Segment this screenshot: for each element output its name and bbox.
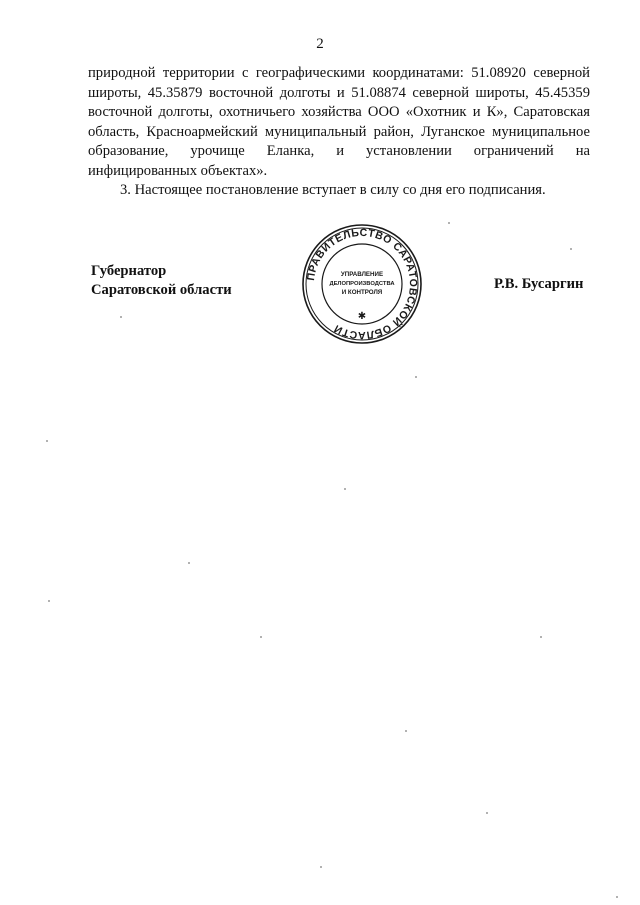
scan-speck xyxy=(120,316,122,318)
scan-speck xyxy=(48,600,50,602)
seal-star-icon: ✱ xyxy=(357,311,367,322)
scan-speck xyxy=(405,730,407,732)
signatory-title xyxy=(91,262,232,300)
page-number: 2 xyxy=(316,36,324,52)
scan-speck xyxy=(540,636,542,638)
scan-speck xyxy=(344,488,346,490)
signatory-title-line-1: Губернатор xyxy=(91,263,167,279)
scan-speck xyxy=(188,562,190,564)
seal-center-line-2: ДЕЛОПРОИЗВОДСТВА xyxy=(329,281,395,287)
scan-speck xyxy=(448,222,450,224)
signatory-name: Р.В. Бусаргин xyxy=(494,276,584,292)
scan-speck xyxy=(616,896,618,898)
body-paragraph-1: природной территории с географическими координатами: 51.08920 северной широты, 45.35879 восточной долготы и 51.08874 северной широты, 45.45359 восточной долготы, охотничьего хозяйства ООО «Охотник и К», Саратовская область, Красноармейский муниципальный район, Луганское муниципальное образование, урочище Еланка, и установлении ограничений на инфицированных объектах». xyxy=(88,65,590,179)
scan-speck xyxy=(46,440,48,442)
document-body xyxy=(88,64,590,201)
seal-ring-text: ПРАВИТЕЛЬСТВО САРАТОВСКОЙ ОБЛАСТИ xyxy=(305,226,420,342)
body-paragraph-2: 3. Настоящее постановление вступает в силу со дня его подписания. xyxy=(120,182,546,198)
scan-speck xyxy=(260,636,262,638)
official-seal-stamp xyxy=(300,222,424,346)
seal-center-line-3: И КОНТРОЛЯ xyxy=(341,289,383,296)
scan-speck xyxy=(320,866,322,868)
scan-speck xyxy=(570,248,572,250)
scan-speck xyxy=(486,812,488,814)
scan-speck xyxy=(415,376,417,378)
seal-center-line-1: УПРАВЛЕНИЕ xyxy=(340,271,384,278)
signatory-title-line-2: Саратовской области xyxy=(91,282,232,298)
